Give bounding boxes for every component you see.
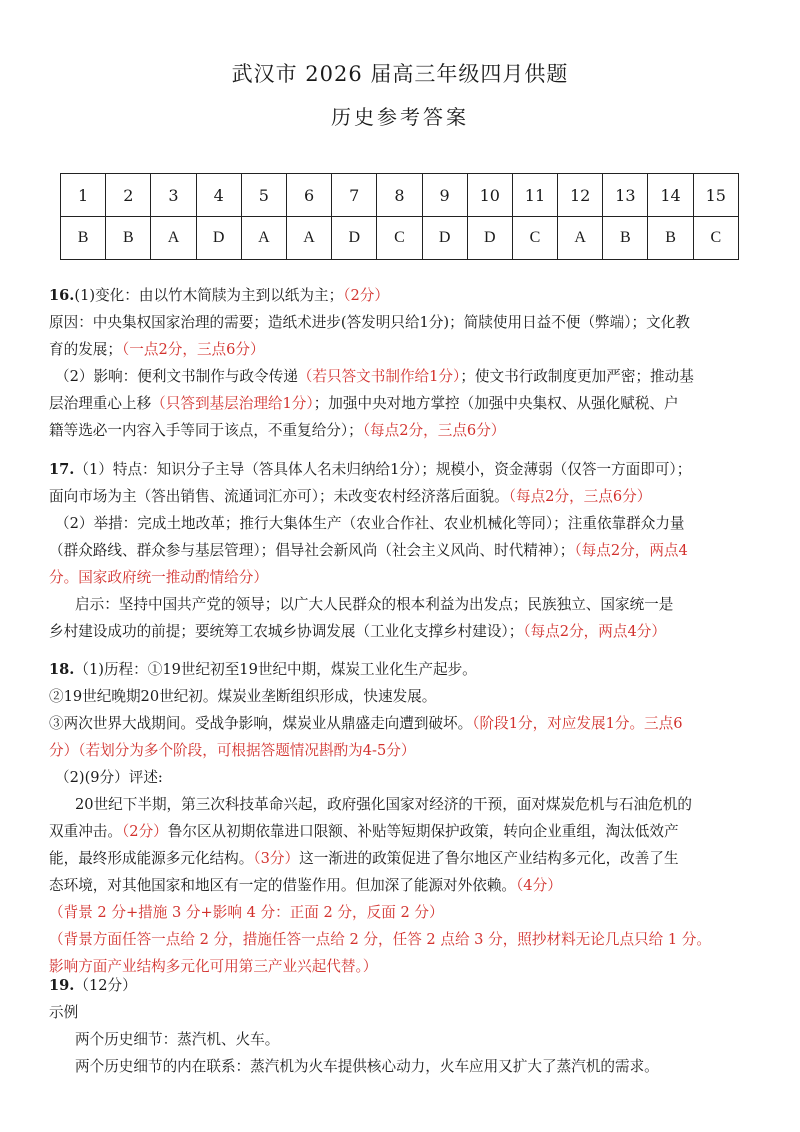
score-note: （只答到基层治理给1分） <box>151 395 314 412</box>
answer-text: 鲁尔区从初期依靠进口限额、补贴等短期保护政策，转向企业重组，淘汰低效产 <box>167 823 679 840</box>
score-note: （一点2分，三点6分） <box>121 341 265 358</box>
score-note: （4分） <box>516 877 562 894</box>
score-note: （3分） <box>253 850 300 867</box>
scoring-rule-line: 影响方面产业结构多元化可用第三产业兴起代替。） <box>49 958 378 975</box>
answer-letter: D <box>332 217 377 260</box>
question-18-answer <box>49 656 764 980</box>
score-note: （若只答文书制作给1分） <box>297 368 461 385</box>
question-number-label: 16. <box>49 287 75 304</box>
score-note: （每点2分，两点4分） <box>523 623 666 640</box>
answer-letter: A <box>558 217 603 260</box>
answer-letter: A <box>286 217 331 260</box>
question-number: 3 <box>151 174 196 217</box>
answer-text: 育的发展； <box>49 341 122 358</box>
answer-line <box>49 710 764 737</box>
answer-line: 20世纪下半期，第三次科技革命兴起，政府强化国家对经济的干预，面对煤炭危机与石油危机的 <box>75 796 692 813</box>
score-note: （每点2分，两点4 <box>574 542 688 559</box>
answer-letter: C <box>512 217 557 260</box>
question-number: 15 <box>693 174 738 217</box>
answer-line <box>49 282 764 309</box>
score-note: （每点2分，三点6分） <box>362 422 506 439</box>
answer-text: 态环境，对其他国家和地区有一定的借鉴作用。但加深了能源对外依赖。 <box>49 877 517 894</box>
answer-letter: D <box>467 217 512 260</box>
score-note: （2分） <box>121 823 168 840</box>
answer-letter: D <box>196 217 241 260</box>
answer-line: 原因：中央集权国家治理的需要；造纸术进步(答发明只给1分)；简牍使用日益不便（弊端）；文化教 <box>49 314 690 331</box>
question-number: 11 <box>512 174 557 217</box>
score-note: （阶段1分，对应发展1分。三点6 <box>472 715 683 732</box>
answer-text: ③两次世界大战期间。受战争影响，煤炭业从鼎盛走向遭到破坏。 <box>49 715 473 732</box>
scoring-rule-line: （背景 2 分+措施 3 分+影响 4 分：正面 2 分，反面 2 分） <box>49 904 444 921</box>
answer-text: （2）影响：便利文书制作与政令传递 <box>55 368 298 385</box>
multiple-choice-answer-table <box>60 173 739 260</box>
question-number: 8 <box>377 174 422 217</box>
question-number: 14 <box>648 174 693 217</box>
answer-letter: A <box>241 217 286 260</box>
question-19-answer <box>49 972 764 1080</box>
question-number-label: 18. <box>49 661 75 678</box>
answer-letter: D <box>422 217 467 260</box>
question-number-label: 19. <box>49 977 75 994</box>
answer-line: ②19世纪晚期20世纪初。煤炭业垄断组织形成，快速发展。 <box>49 688 437 705</box>
answer-letter: B <box>61 217 106 260</box>
score-note: （2分） <box>343 287 389 304</box>
answer-line <box>49 972 764 999</box>
answer-line: 分。国家政府统一推动酌情给分） <box>49 569 268 586</box>
answer-line: 两个历史细节：蒸汽机、火车。 <box>75 1031 280 1048</box>
answer-line <box>49 483 764 510</box>
answer-letter: B <box>603 217 648 260</box>
question-number: 6 <box>286 174 331 217</box>
answer-text: 这一渐进的政策促进了鲁尔地区产业结构多元化，改善了生 <box>299 850 679 867</box>
answer-text: 面向市场为主（答出销售、流通词汇亦可）；未改变农村经济落后面貌。 <box>49 488 509 505</box>
answer-letter: B <box>106 217 151 260</box>
scoring-rule-line: （背景方面任答一点给 2 分，措施任答一点给 2 分，任答 2 点给 3 分，照抄材料无论几点只给 1 分。 <box>49 931 711 948</box>
answer-line <box>49 336 764 363</box>
answer-text: （12分） <box>74 977 137 994</box>
answer-line <box>49 872 764 899</box>
page-title: 武汉市 2026 届高三年级四月供题 <box>231 62 569 86</box>
answer-text: 乡村建设成功的前提；要统筹工农城乡协调发展（工业化支撑乡村建设）； <box>49 623 524 640</box>
question-17-answer <box>49 456 764 645</box>
question-number: 10 <box>467 174 512 217</box>
answer-line: 示例 <box>49 1004 79 1021</box>
answer-line <box>49 845 764 872</box>
question-number-label: 17. <box>49 461 75 478</box>
answer-text: ；加强中央对地方掌控（加强中央集权、从强化赋税、户 <box>313 395 679 412</box>
question-number: 4 <box>196 174 241 217</box>
question-number: 1 <box>61 174 106 217</box>
page-subtitle: 历史参考答案 <box>331 105 469 129</box>
answer-text: ；使文书行政制度更加严密；推动基 <box>460 368 694 385</box>
question-number: 13 <box>603 174 648 217</box>
answer-text: 能，最终形成能源多元化结构。 <box>49 850 254 867</box>
answer-text: 层治理重心上移 <box>49 395 152 412</box>
question-number: 2 <box>106 174 151 217</box>
answer-letter: C <box>377 217 422 260</box>
answer-line <box>49 390 764 417</box>
answer-letter: A <box>151 217 196 260</box>
question-number: 7 <box>332 174 377 217</box>
answer-line <box>49 456 764 483</box>
answer-letter: C <box>693 217 738 260</box>
question-number: 9 <box>422 174 467 217</box>
score-note: （每点2分，三点6分） <box>508 488 652 505</box>
answer-line <box>49 618 764 645</box>
answer-letter: B <box>648 217 693 260</box>
answer-line: 分）（若划分为多个阶段，可根据答题情况斟酌为4-5分） <box>49 742 416 759</box>
answer-line <box>49 363 764 390</box>
question-number: 12 <box>558 174 603 217</box>
question-number: 5 <box>241 174 286 217</box>
answer-line: 启示：坚持中国共产党的领导；以广大人民群众的根本利益为出发点；民族独立、国家统一是 <box>75 596 674 613</box>
question-16-answer <box>49 282 764 444</box>
answer-text: 双重冲击。 <box>49 823 122 840</box>
answer-letter-row <box>61 217 739 260</box>
question-number-row <box>61 174 739 217</box>
answer-line <box>49 656 764 683</box>
answer-line <box>49 537 764 564</box>
answer-text: （群众路线、群众参与基层管理）；倡导社会新风尚（社会主义风尚、时代精神）； <box>49 542 575 559</box>
answer-line: 两个历史细节的内在联系：蒸汽机为火车提供核心动力，火车应用又扩大了蒸汽机的需求。 <box>75 1058 659 1075</box>
answer-line: （2)(9分）评述: <box>55 769 163 786</box>
answer-text: （1）特点：知识分子主导（答具体人名未归纳给1分）；规模小，资金薄弱（仅答一方面即可）； <box>74 461 692 478</box>
answer-text: 籍等选必一内容入手等同于该点，不重复给分）； <box>49 422 363 439</box>
answer-line: （2）举措：完成土地改革；推行大集体生产（农业合作社、农业机械化等同）；注重依靠群众力量 <box>55 515 685 532</box>
answer-line <box>49 818 764 845</box>
answer-text: （1)历程：①19世纪初至19世纪中期，煤炭工业化生产起步。 <box>74 661 477 678</box>
answer-text: (1)变化：由以竹木简牍为主到以纸为主； <box>74 287 344 304</box>
answer-line <box>49 417 764 444</box>
